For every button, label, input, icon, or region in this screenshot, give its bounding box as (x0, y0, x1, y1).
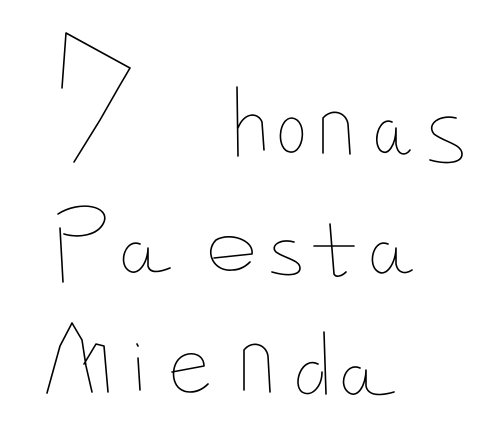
glyph-s (430, 117, 462, 162)
glyph-a (377, 121, 410, 154)
glyph-n (323, 112, 350, 154)
glyph-7 (62, 33, 130, 162)
glyph-a2 (124, 243, 170, 272)
glyph-P (58, 206, 105, 282)
glyph-n2 (244, 344, 270, 392)
glyph-M (47, 323, 108, 393)
glyph-h (237, 87, 264, 156)
glyph-e2 (172, 354, 208, 392)
glyph-d (298, 332, 326, 394)
glyph-o (280, 118, 302, 152)
line-2-strokes (58, 206, 412, 282)
glyph-t (314, 224, 354, 276)
glyph-i (137, 344, 140, 390)
line-3-strokes (47, 323, 394, 394)
glyph-a4 (344, 367, 394, 395)
line-1-strokes (62, 33, 462, 162)
glyph-e (211, 237, 252, 270)
glyph-a3 (372, 243, 412, 273)
glyph-s2 (272, 241, 300, 275)
